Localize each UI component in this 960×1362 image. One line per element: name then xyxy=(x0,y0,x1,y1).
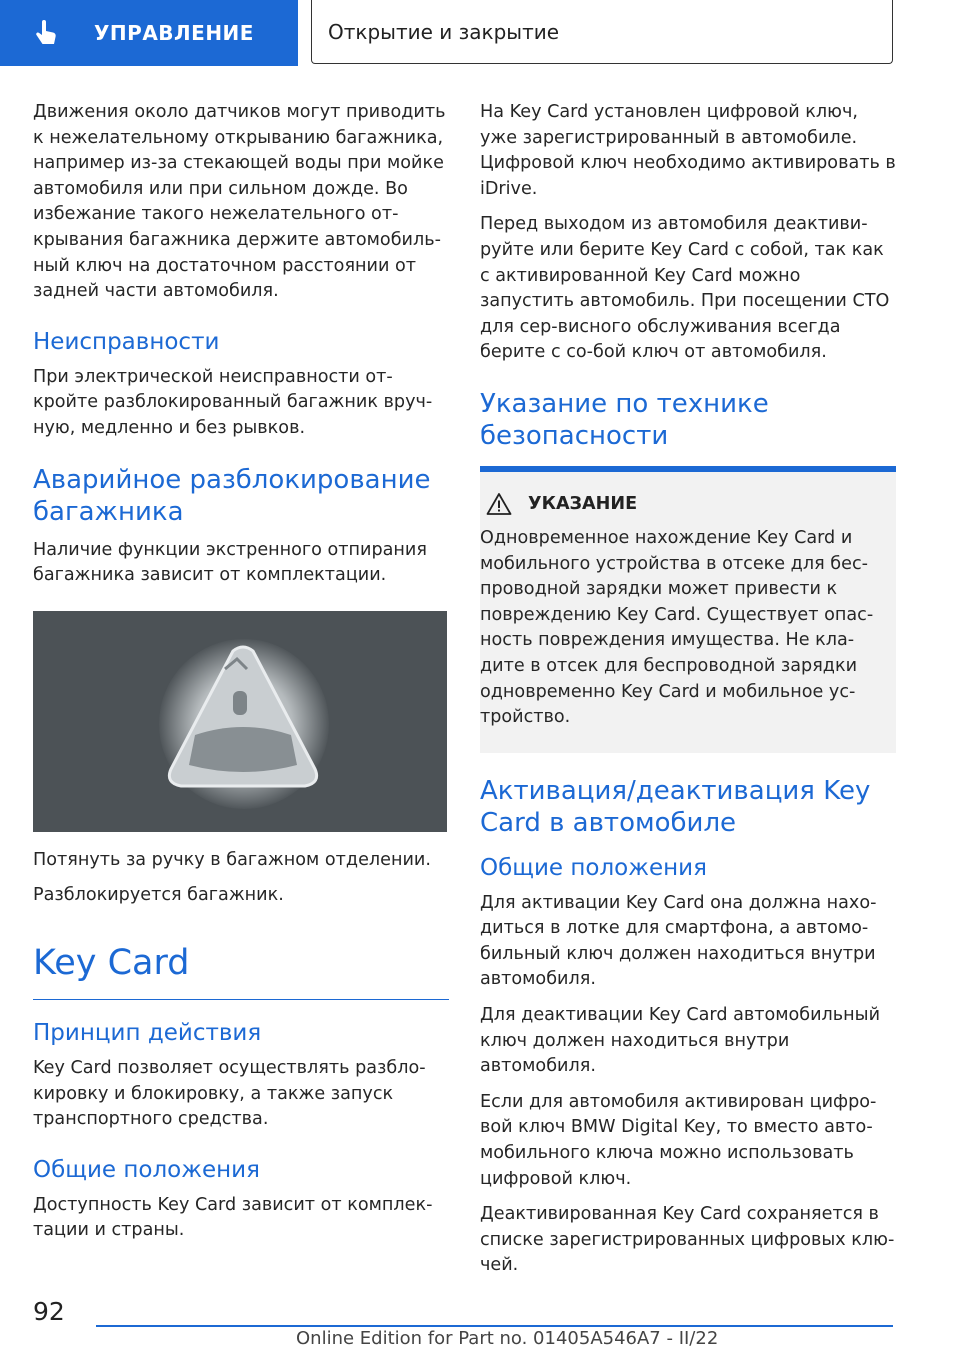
hand-pointer-icon xyxy=(34,19,62,47)
principle-heading: Принцип действия xyxy=(33,1019,262,1046)
warning-text: Одновременное нахождение Key Card и мобильного устройства в отсеке для бес-проводной зарядки может привести к повреждению Key Card. Существует опас-ность повреждения имущества. Не кла-дите в отсек для беспроводной зарядки одновременно Key Card и мобильное ус-тройство. xyxy=(480,527,874,728)
deactivation-paragraph: Для деактивации Key Card автомобильный ключ должен находиться внутри автомобиля. xyxy=(480,1005,880,1077)
principle-paragraph: Key Card позволяет осуществлять разбло-кировку и блокировку, а также запуск транспортного средства. xyxy=(33,1057,426,1130)
keycard-heading: Key Card xyxy=(33,941,449,1000)
left-column xyxy=(33,100,449,1254)
general-heading-right: Общие положения xyxy=(480,854,707,881)
edition-footer: Online Edition for Part no. 01405A546A7 - II/22 xyxy=(296,1328,719,1349)
page-number: 92 xyxy=(33,1297,65,1326)
activation-paragraph: Для активации Key Card она должна нахо-диться в лотке для смартфона, а автомо-бильный ключ должен находиться внутри автомобиля. xyxy=(480,892,877,990)
digital-key-bmw-paragraph: Если для автомобиля активирован цифро-вой ключ BMW Digital Key, то вместо авто-мобильного ключа можно использовать цифровой ключ. xyxy=(480,1091,877,1189)
warning-triangle-icon xyxy=(486,492,512,516)
activation-heading: Активация/деактивация Key Card в автомобиле xyxy=(480,775,871,838)
general-paragraph-left: Доступность Key Card зависит от комплек-тации и страны. xyxy=(33,1194,433,1241)
faults-heading: Неисправности xyxy=(33,328,220,355)
pull-instruction: Потянуть за ручку в багажном отделении. xyxy=(33,849,431,870)
trunk-release-handle-photo xyxy=(33,611,447,832)
general-heading-left: Общие положения xyxy=(33,1156,260,1183)
footer-divider xyxy=(96,1325,893,1327)
emergency-heading: Аварийное разблокирование багажника xyxy=(33,464,431,527)
section-tab xyxy=(0,0,298,66)
right-column xyxy=(480,100,896,1289)
faults-paragraph: При электрической неисправности от-кройте разблокированный багажник вруч-ную, медленно и без рывков. xyxy=(33,366,433,438)
warning-box xyxy=(480,466,896,753)
section-title: УПРАВЛЕНИЕ xyxy=(94,21,254,45)
topic-tab xyxy=(311,0,893,64)
emergency-paragraph: Наличие функции экстренного отпирания багажника зависит от комплектации. xyxy=(33,539,427,586)
safety-heading: Указание по технике безопасности xyxy=(480,388,769,451)
digital-key-paragraph: На Key Card установлен цифровой ключ, уже зарегистрированный в автомобиле. Цифровой ключ необходимо активировать в iDrive. xyxy=(480,102,896,199)
unlock-result: Разблокируется багажник. xyxy=(33,885,284,906)
trunk-release-handle-icon xyxy=(33,611,447,832)
stored-card-paragraph: Деактивированная Key Card сохраняется в списке зарегистрированных цифровых клю-чей. xyxy=(480,1204,895,1276)
deactivate-paragraph: Перед выходом из автомобиля деактиви-руйте или берите Key Card с собой, так как с активированной Key Card можно запустить автомобиль. При посещении СТО для сер-висного обслуживания всегда берите с со-бой ключ от автомобиля. xyxy=(480,214,890,363)
intro-paragraph: Движения около датчиков могут приводить к нежелательному открыванию багажника, например из-за стекающей воды при мойке автомобиля или при сильном дожде. Во избежание такого нежелательного от-крывания багажника держите автомобиль-ный ключ на достаточном расстоянии от задней части автомобиля. xyxy=(33,102,446,302)
topic-title: Открытие и закрытие xyxy=(328,19,560,44)
warning-label: УКАЗАНИЕ xyxy=(528,493,638,514)
